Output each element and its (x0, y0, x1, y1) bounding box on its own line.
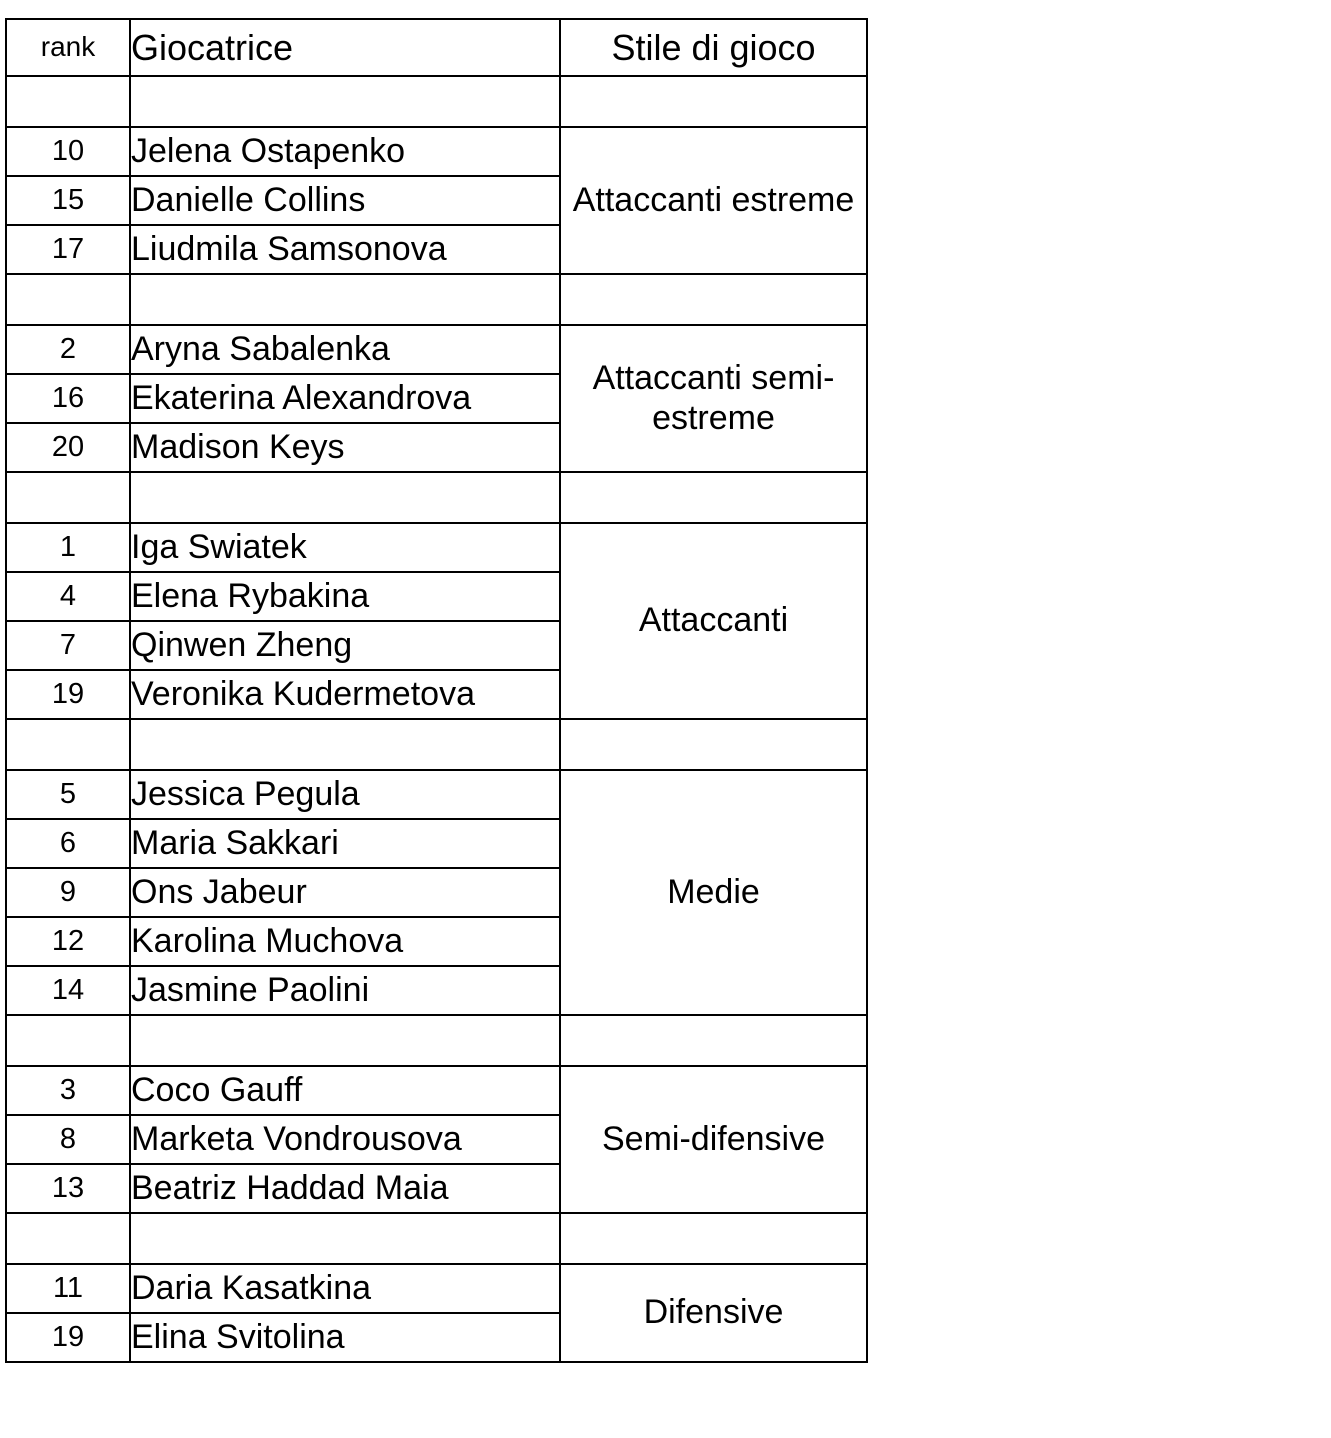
rank-cell: 2 (6, 325, 130, 374)
spacer-cell (560, 274, 867, 325)
spacer-cell (130, 76, 560, 127)
spacer-cell (6, 1015, 130, 1066)
ranking-table (5, 18, 868, 1363)
table-row (6, 523, 867, 572)
player-name-cell: Jessica Pegula (130, 770, 560, 819)
header-style: Stile di gioco (560, 19, 867, 76)
rank-cell: 3 (6, 1066, 130, 1115)
spacer-cell (560, 719, 867, 770)
table-row (6, 1066, 867, 1115)
spacer-row (6, 719, 867, 770)
rank-cell: 1 (6, 523, 130, 572)
player-name-cell: Iga Swiatek (130, 523, 560, 572)
rank-cell: 14 (6, 966, 130, 1015)
player-name-cell: Liudmila Samsonova (130, 225, 560, 274)
spacer-cell (130, 274, 560, 325)
rank-cell: 5 (6, 770, 130, 819)
rank-cell: 19 (6, 1313, 130, 1362)
spacer-row (6, 274, 867, 325)
player-name-cell: Madison Keys (130, 423, 560, 472)
spacer-cell (560, 472, 867, 523)
player-name-cell: Qinwen Zheng (130, 621, 560, 670)
player-name-cell: Elena Rybakina (130, 572, 560, 621)
spacer-cell (130, 719, 560, 770)
player-name-cell: Ons Jabeur (130, 868, 560, 917)
spacer-cell (130, 1213, 560, 1264)
player-name-cell: Ekaterina Alexandrova (130, 374, 560, 423)
rank-cell: 17 (6, 225, 130, 274)
spacer-cell (6, 76, 130, 127)
player-name-cell: Beatriz Haddad Maia (130, 1164, 560, 1213)
player-name-cell: Jelena Ostapenko (130, 127, 560, 176)
player-name-cell: Elina Svitolina (130, 1313, 560, 1362)
spacer-row (6, 1213, 867, 1264)
rank-cell: 16 (6, 374, 130, 423)
play-style-cell: Attaccanti estreme (560, 127, 867, 274)
spacer-row (6, 472, 867, 523)
player-name-cell: Coco Gauff (130, 1066, 560, 1115)
rank-cell: 12 (6, 917, 130, 966)
player-name-cell: Karolina Muchova (130, 917, 560, 966)
rank-cell: 19 (6, 670, 130, 719)
player-name-cell: Daria Kasatkina (130, 1264, 560, 1313)
table-row (6, 325, 867, 374)
rank-cell: 20 (6, 423, 130, 472)
play-style-cell: Semi-difensive (560, 1066, 867, 1213)
rank-cell: 7 (6, 621, 130, 670)
player-name-cell: Marketa Vondrousova (130, 1115, 560, 1164)
spacer-cell (6, 1213, 130, 1264)
play-style-cell: Difensive (560, 1264, 867, 1362)
rank-cell: 11 (6, 1264, 130, 1313)
header-row (6, 19, 867, 76)
spacer-cell (130, 1015, 560, 1066)
table-row (6, 770, 867, 819)
header-player: Giocatrice (130, 19, 560, 76)
player-name-cell: Jasmine Paolini (130, 966, 560, 1015)
rank-cell: 6 (6, 819, 130, 868)
spacer-cell (6, 274, 130, 325)
rank-cell: 15 (6, 176, 130, 225)
player-name-cell: Danielle Collins (130, 176, 560, 225)
spacer-row (6, 1015, 867, 1066)
spacer-cell (560, 1213, 867, 1264)
rank-cell: 4 (6, 572, 130, 621)
spacer-cell (560, 76, 867, 127)
play-style-cell: Attaccanti semi-estreme (560, 325, 867, 472)
rank-cell: 10 (6, 127, 130, 176)
player-name-cell: Aryna Sabalenka (130, 325, 560, 374)
spacer-cell (6, 472, 130, 523)
player-name-cell: Veronika Kudermetova (130, 670, 560, 719)
play-style-cell: Medie (560, 770, 867, 1015)
play-style-cell: Attaccanti (560, 523, 867, 719)
table-row (6, 1264, 867, 1313)
player-name-cell: Maria Sakkari (130, 819, 560, 868)
spacer-cell (560, 1015, 867, 1066)
spacer-row (6, 76, 867, 127)
header-rank: rank (6, 19, 130, 76)
spacer-cell (6, 719, 130, 770)
spacer-cell (130, 472, 560, 523)
rank-cell: 9 (6, 868, 130, 917)
rank-cell: 8 (6, 1115, 130, 1164)
table-row (6, 127, 867, 176)
table-body (6, 19, 867, 1362)
rank-cell: 13 (6, 1164, 130, 1213)
